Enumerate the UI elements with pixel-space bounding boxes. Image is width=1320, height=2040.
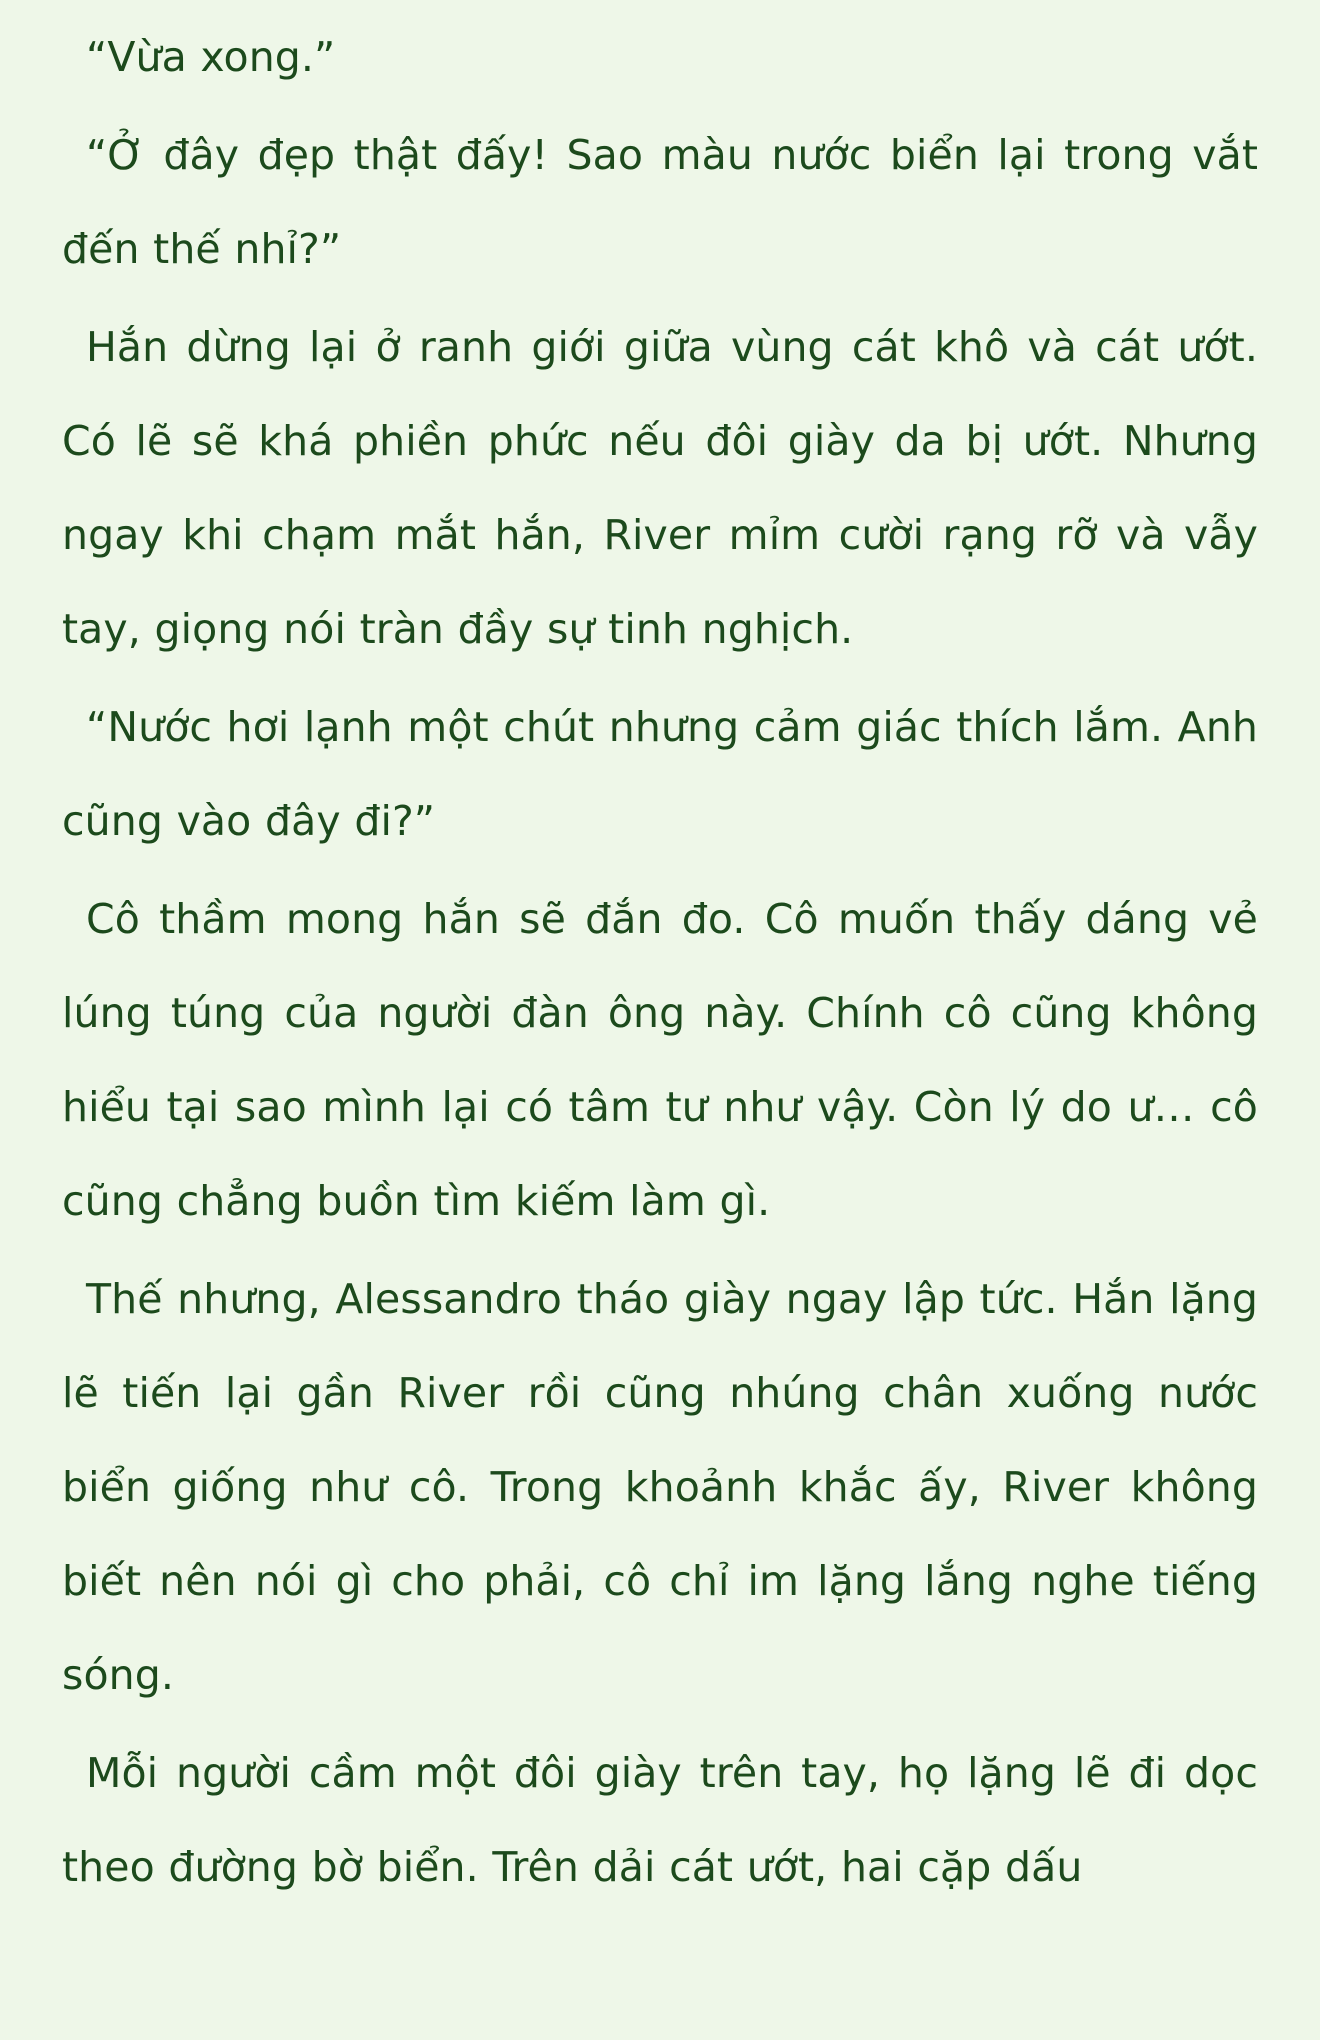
paragraph: Hắn dừng lại ở ranh giới giữa vùng cát khô và cát ướt. Có lẽ sẽ khá phiền phức nếu đôi giày da bị ướt. Nhưng ngay khi chạm mắt hắn, River mỉm cười rạng rỡ và vẫy tay, giọng nói tràn đầy sự tinh nghịch. (62, 323, 1258, 653)
paragraph: Mỗi người cầm một đôi giày trên tay, họ lặng lẽ đi dọc theo đường bờ biển. Trên dải cát ướt, hai cặp dấu (62, 1749, 1258, 1891)
paragraph: Thế nhưng, Alessandro tháo giày ngay lập tức. Hắn lặng lẽ tiến lại gần River rồi cũng nhúng chân xuống nước biển giống như cô. Trong khoảnh khắc ấy, River không biết nên nói gì cho phải, cô chỉ im lặng lắng nghe tiếng sóng. (62, 1275, 1258, 1699)
paragraph: Cô thầm mong hắn sẽ đắn đo. Cô muốn thấy dáng vẻ lúng túng của người đàn ông này. Chính cô cũng không hiểu tại sao mình lại có tâm tư như vậy. Còn lý do ư… cô cũng chẳng buồn tìm kiếm làm gì. (62, 895, 1258, 1225)
paragraph: “Vừa xong.” (86, 33, 336, 81)
paragraph: “Ở đây đẹp thật đấy! Sao màu nước biển lại trong vắt đến thế nhỉ?” (62, 131, 1258, 273)
paragraph: “Nước hơi lạnh một chút nhưng cảm giác thích lắm. Anh cũng vào đây đi?” (62, 703, 1258, 845)
